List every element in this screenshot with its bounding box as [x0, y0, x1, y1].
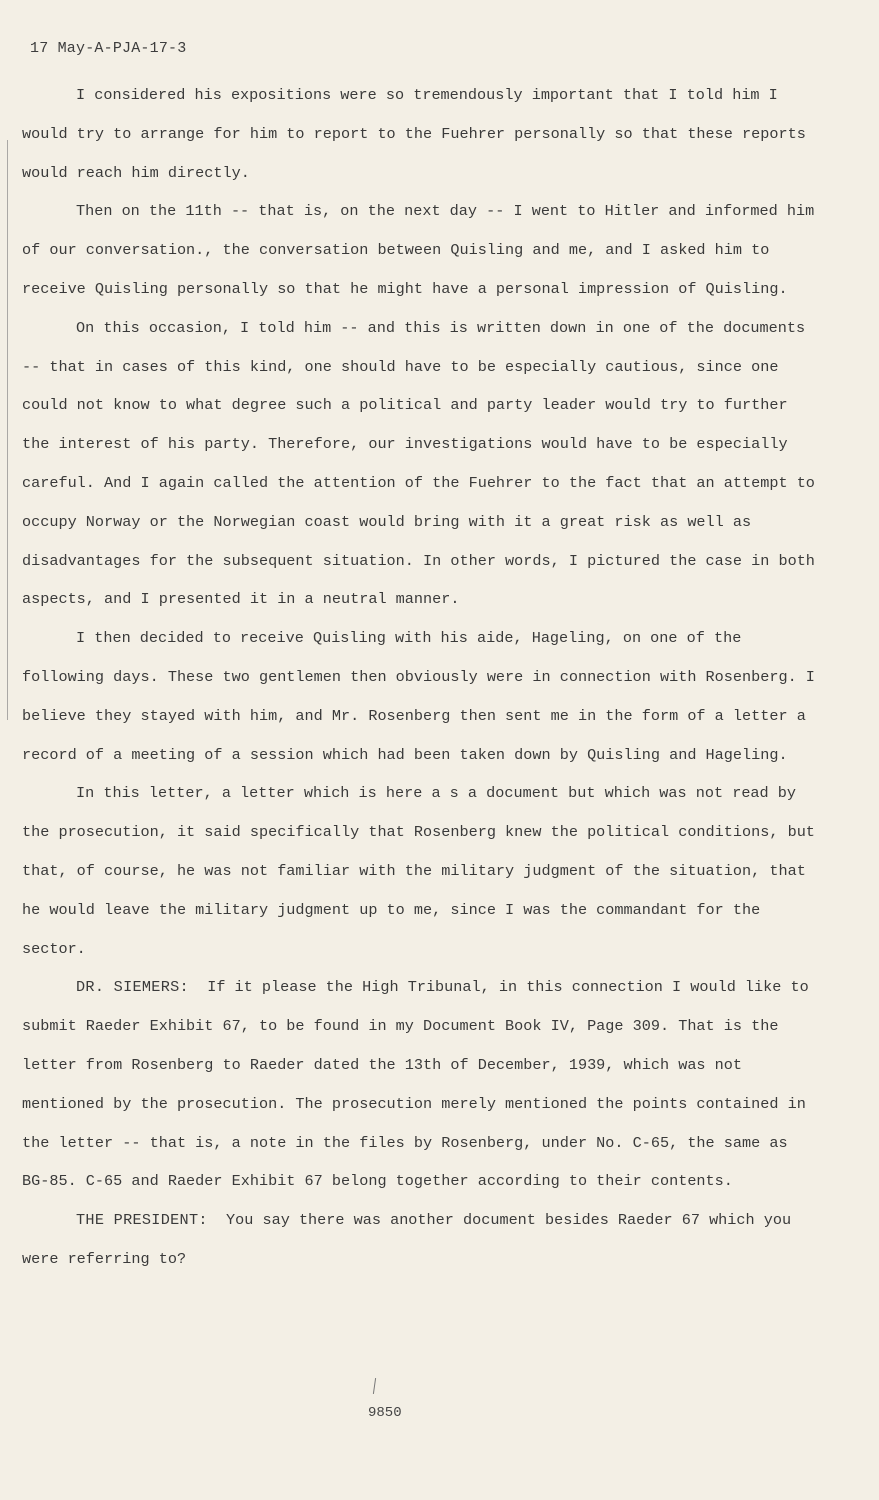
paragraph-text: On this occasion, I told him -- and this is written down in one of the documents -- that in cases of this kind, one should have to be especially cautious, since one could not know to what degree such a political and party leader would try to further the interest of his party. Therefore, our investigations would have to be especially careful. And I again called the attention of the Fuehrer to the fact that an attempt to occupy Norway or the Norwegian coast would bring with it a great risk as well as disadvantages for the subsequent situation. In other words, I pictured the case in both aspects, and I presented it in a neutral manner. [22, 318, 815, 609]
paragraph-text: I considered his expositions were so tremendously important that I told him I would try to arrange for him to report to the Fuehrer personally so that these reports would reach him directly. [22, 86, 806, 182]
paragraph-text: Then on the 11th -- that is, on the next day -- I went to Hitler and informed him of our conversation., the conversation between Quisling and me, and I asked him to receive Quisling personally so that he might have a personal impression of Quisling. [22, 202, 815, 298]
paragraph [22, 192, 822, 308]
paragraph [22, 774, 822, 968]
speaker-label: DR. SIEMERS: [76, 978, 189, 997]
paragraph [22, 309, 822, 619]
paragraph-text: You say there was another document besides Raeder 67 which you were referring to? [22, 1211, 792, 1268]
paragraph-dr-siemers [22, 968, 822, 1201]
margin-rule [7, 140, 8, 720]
speaker-label: THE PRESIDENT: [76, 1211, 208, 1230]
paragraph-text: I then decided to receive Quisling with his aide, Hageling, on one of the following days. These two gentlemen then obviously were in connection with Rosenberg. I believe they stayed with him, and Mr. Rosenberg then sent me in the form of a letter a record of a meeting of a session which had been taken down by Quisling and Hageling. [22, 629, 815, 764]
transcript-body [22, 76, 822, 1279]
paragraph-text: In this letter, a letter which is here a s a document but which was not read by the prosecution, it said specifically that Rosenberg knew the political conditions, but that, of course, he was not familiar with the military judgment of the situation, that he would leave the military judgment up to me, since I was the commandant for the sector. [22, 784, 815, 958]
page-number: 9850 [368, 1405, 402, 1421]
pencil-mark [373, 1378, 376, 1394]
page-header: 17 May-A-PJA-17-3 [30, 40, 187, 57]
paragraph-the-president [22, 1201, 822, 1279]
paragraph [22, 619, 822, 774]
paragraph [22, 76, 822, 192]
paragraph-text: If it please the High Tribunal, in this connection I would like to submit Raeder Exhibit 67, to be found in my Document Book IV, Page 309. That is the letter from Rosenberg to Raeder dated the 13th of December, 1939, which was not mentioned by the prosecution. The prosecution merely mentioned the points contained in the letter -- that is, a note in the files by Rosenberg, under No. C-65, the same as BG-85. C-65 and Raeder Exhibit 67 belong together according to their contents. [22, 978, 809, 1191]
